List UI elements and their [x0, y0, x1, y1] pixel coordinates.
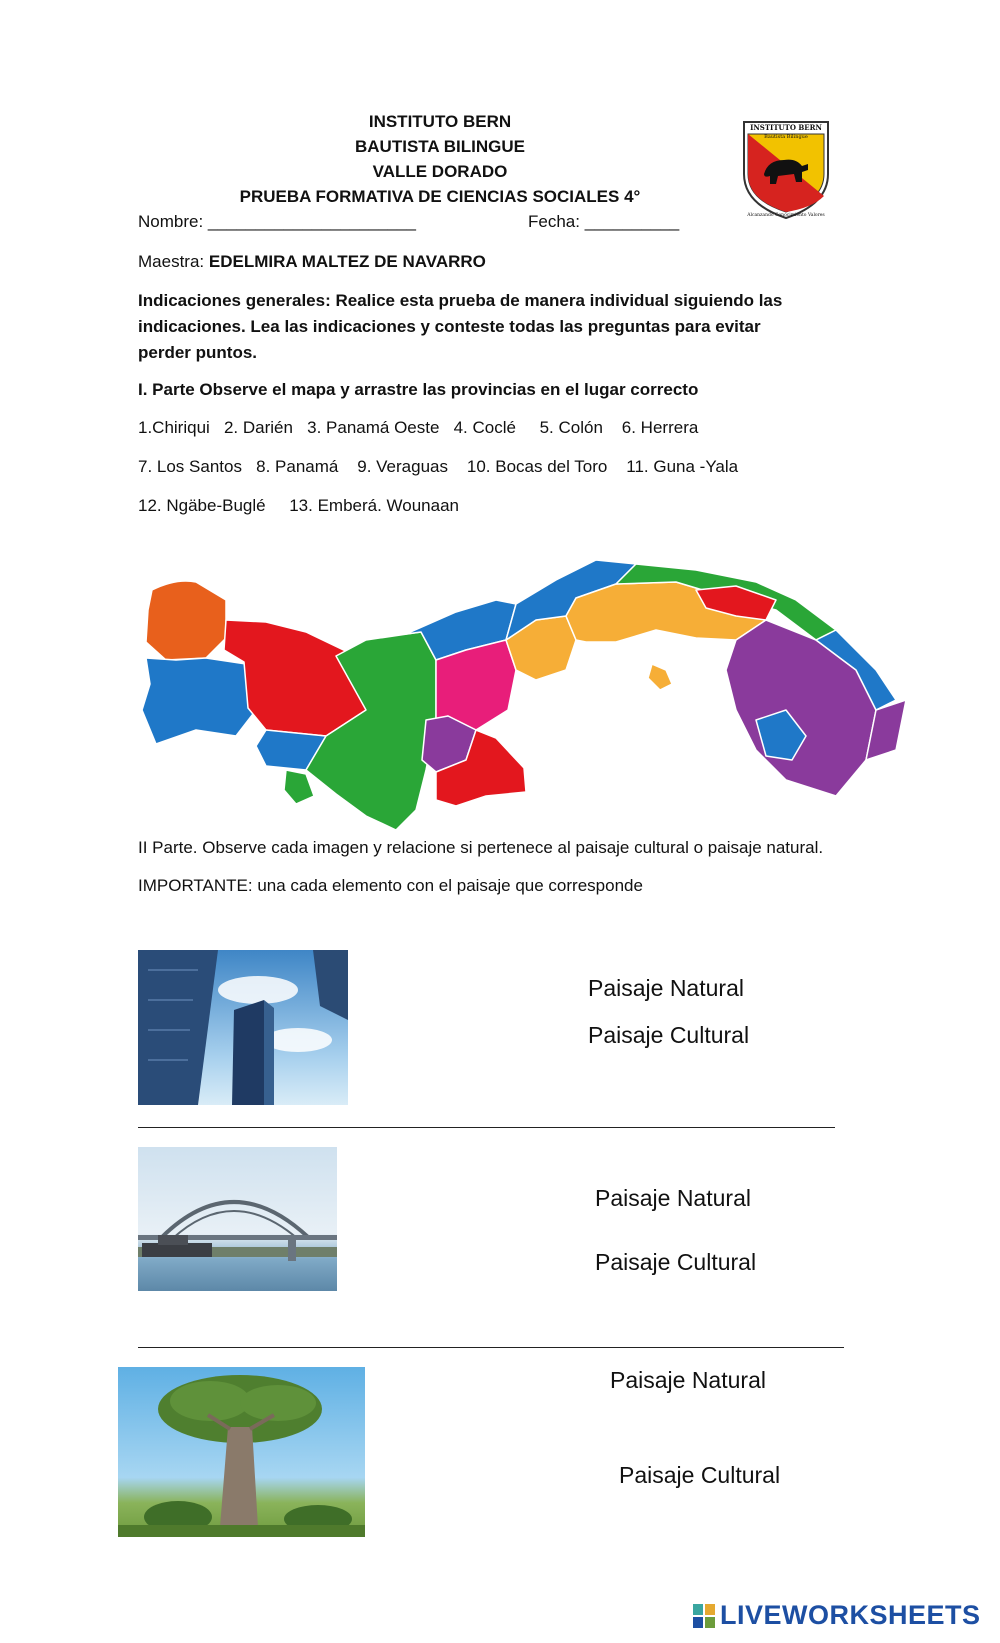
province-list-row-3: 12. Ngäbe-Buglé 13. Emberá. Wounaan — [138, 496, 459, 515]
map-region-chiriqui[interactable] — [142, 658, 256, 744]
name-field[interactable]: Nombre: ______________________ — [138, 212, 416, 231]
map-region-veraguas-island[interactable] — [284, 770, 314, 804]
item2-cultural-option[interactable]: Paisaje Cultural — [595, 1249, 757, 1275]
school-logo — [738, 112, 834, 222]
liveworksheets-logo-icon — [692, 1602, 718, 1630]
province-list-row-2: 7. Los Santos 8. Panamá 9. Veraguas 10. Bocas del Toro 11. Guna -Yala — [138, 457, 739, 476]
map-region-bocas[interactable] — [146, 581, 226, 660]
school-subtitle: BAUTISTA BILINGUE — [355, 137, 525, 156]
item2-natural-option[interactable]: Paisaje Natural — [595, 1185, 751, 1211]
school-location: VALLE DORADO — [372, 162, 508, 181]
footer-brand-text: LIVEWORKSHEETS — [720, 1600, 981, 1630]
school-name: INSTITUTO BERN — [368, 112, 512, 131]
bridge-photo — [138, 1147, 337, 1291]
panama-province-map — [136, 560, 936, 850]
tree-photo — [118, 1367, 365, 1537]
item1-cultural-option[interactable]: Paisaje Cultural — [588, 1022, 750, 1048]
map-region-panama-islands[interactable] — [648, 664, 672, 690]
teacher-label: Maestra: — [138, 252, 205, 271]
teacher-line — [138, 252, 486, 272]
logo-sub-text: Bautista Bilingue — [764, 134, 808, 140]
part2-title: II Parte. Observe cada imagen y relacione si pertenece al paisaje cultural o paisaje natural. — [138, 838, 824, 857]
general-instructions: Indicaciones generales: Realice esta prueba de manera individual siguiendo las indicaciones. Lea las indicaciones y conteste todas las preguntas para evitar perder puntos. — [138, 291, 783, 362]
footer-brand[interactable] — [692, 1600, 981, 1631]
part1-title: I. Parte Observe el mapa y arrastre las provincias en el lugar correcto — [138, 380, 699, 399]
date-field[interactable]: Fecha: __________ — [528, 212, 680, 231]
part2-note: IMPORTANTE: una cada elemento con el paisaje que corresponde — [138, 876, 643, 895]
teacher-name: EDELMIRA MALTEZ DE NAVARRO — [208, 252, 486, 271]
logo-top-text: INSTITUTO BERN — [750, 123, 822, 132]
item3-cultural-option[interactable]: Paisaje Cultural — [619, 1462, 781, 1488]
divider-1 — [138, 1127, 835, 1128]
exam-title: PRUEBA FORMATIVA DE CIENCIAS SOCIALES 4° — [239, 187, 641, 206]
province-list-row-1: 1.Chiriqui 2. Darién 3. Panamá Oeste 4. Coclé 5. Colón 6. Herrera — [138, 418, 699, 437]
divider-2 — [138, 1347, 844, 1348]
item3-natural-option[interactable]: Paisaje Natural — [610, 1367, 766, 1393]
map-region-darien[interactable] — [726, 620, 876, 796]
logo-bottom-text: Alcanzando Conocimiento Valores — [747, 213, 825, 218]
item1-natural-option[interactable]: Paisaje Natural — [588, 975, 744, 1001]
skyscraper-photo — [138, 950, 348, 1105]
